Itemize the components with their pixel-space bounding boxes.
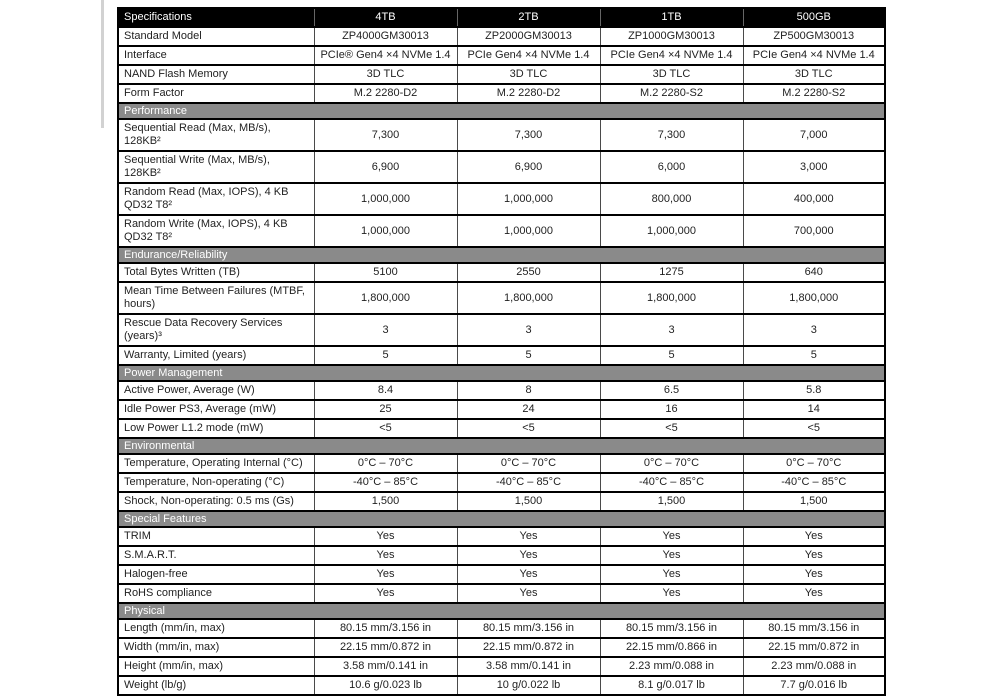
cell-value: 1,000,000 <box>314 183 457 215</box>
section-header: Special Features <box>118 511 885 527</box>
cell-value: 24 <box>457 400 600 419</box>
cell-value: 3D TLC <box>457 65 600 84</box>
table-row <box>118 619 885 638</box>
cell-value: 5.8 <box>743 381 885 400</box>
table-row <box>118 676 885 695</box>
table-row <box>118 584 885 603</box>
cell-value: 3 <box>314 314 457 346</box>
section-row <box>118 511 885 527</box>
row-label: Random Write (Max, IOPS), 4 KB QD32 T8² <box>118 215 314 247</box>
table-row <box>118 400 885 419</box>
table-row <box>118 119 885 151</box>
cell-value: 6,000 <box>600 151 743 183</box>
cell-value: 3D TLC <box>600 65 743 84</box>
cell-value: 3D TLC <box>314 65 457 84</box>
table-row <box>118 492 885 511</box>
cell-value: 80.15 mm/3.156 in <box>457 619 600 638</box>
cell-value: 5 <box>743 346 885 365</box>
cell-value: PCIe Gen4 ×4 NVMe 1.4 <box>457 46 600 65</box>
cell-value: Yes <box>314 527 457 546</box>
row-label: Mean Time Between Failures (MTBF, hours) <box>118 282 314 314</box>
cell-value: 3 <box>600 314 743 346</box>
table-row <box>118 527 885 546</box>
cell-value: 14 <box>743 400 885 419</box>
cell-value: 22.15 mm/0.866 in <box>600 638 743 657</box>
cell-value: 3,000 <box>743 151 885 183</box>
cell-value: 1,800,000 <box>600 282 743 314</box>
row-label: Active Power, Average (W) <box>118 381 314 400</box>
cell-value: Yes <box>457 584 600 603</box>
cell-value: M.2 2280-S2 <box>743 84 885 103</box>
cell-value: <5 <box>743 419 885 438</box>
row-label: Warranty, Limited (years) <box>118 346 314 365</box>
table-row <box>118 151 885 183</box>
table-row <box>118 638 885 657</box>
table-row <box>118 84 885 103</box>
cell-value: 2550 <box>457 263 600 282</box>
table-row <box>118 27 885 46</box>
section-row <box>118 603 885 619</box>
cell-value: 1,800,000 <box>314 282 457 314</box>
cell-value: -40°C – 85°C <box>600 473 743 492</box>
table-row <box>118 657 885 676</box>
cell-value: 5 <box>600 346 743 365</box>
cell-value: Yes <box>314 584 457 603</box>
cell-value: 80.15 mm/3.156 in <box>314 619 457 638</box>
cell-value: 7.7 g/0.016 lb <box>743 676 885 695</box>
column-header-specifications: Specifications <box>118 8 314 27</box>
row-label: Width (mm/in, max) <box>118 638 314 657</box>
cell-value: 5100 <box>314 263 457 282</box>
cell-value: Yes <box>314 546 457 565</box>
cell-value: M.2 2280-D2 <box>457 84 600 103</box>
cell-value: Yes <box>743 584 885 603</box>
cell-value: 25 <box>314 400 457 419</box>
cell-value: ZP1000GM30013 <box>600 27 743 46</box>
row-label: Halogen-free <box>118 565 314 584</box>
cell-value: 800,000 <box>600 183 743 215</box>
cell-value: <5 <box>600 419 743 438</box>
cell-value: 700,000 <box>743 215 885 247</box>
cell-value: 80.15 mm/3.156 in <box>600 619 743 638</box>
cell-value: <5 <box>457 419 600 438</box>
cell-value: -40°C – 85°C <box>314 473 457 492</box>
cell-value: 10 g/0.022 lb <box>457 676 600 695</box>
row-label: RoHS compliance <box>118 584 314 603</box>
cell-value: 3 <box>743 314 885 346</box>
table-row <box>118 381 885 400</box>
row-label: Total Bytes Written (TB) <box>118 263 314 282</box>
cell-value: 10.6 g/0.023 lb <box>314 676 457 695</box>
row-label: Random Read (Max, IOPS), 4 KB QD32 T8² <box>118 183 314 215</box>
cell-value: 6.5 <box>600 381 743 400</box>
spec-table-body <box>118 27 885 695</box>
cell-value: 3 <box>457 314 600 346</box>
cell-value: 7,000 <box>743 119 885 151</box>
cell-value: 0°C – 70°C <box>457 454 600 473</box>
row-label: S.M.A.R.T. <box>118 546 314 565</box>
cell-value: <5 <box>314 419 457 438</box>
cell-value: Yes <box>457 527 600 546</box>
cell-value: 0°C – 70°C <box>743 454 885 473</box>
row-label: Temperature, Non-operating (°C) <box>118 473 314 492</box>
table-row <box>118 565 885 584</box>
cell-value: 3.58 mm/0.141 in <box>457 657 600 676</box>
cell-value: 0°C – 70°C <box>600 454 743 473</box>
cell-value: 0°C – 70°C <box>314 454 457 473</box>
row-label: Sequential Write (Max, MB/s), 128KB² <box>118 151 314 183</box>
cell-value: 16 <box>600 400 743 419</box>
cell-value: 22.15 mm/0.872 in <box>457 638 600 657</box>
cell-value: -40°C – 85°C <box>743 473 885 492</box>
cell-value: 1,000,000 <box>314 215 457 247</box>
table-row <box>118 546 885 565</box>
cell-value: Yes <box>743 546 885 565</box>
cell-value: 1,000,000 <box>457 183 600 215</box>
cell-value: 8.4 <box>314 381 457 400</box>
section-header: Environmental <box>118 438 885 454</box>
cell-value: 5 <box>457 346 600 365</box>
table-row <box>118 473 885 492</box>
cell-value: 6,900 <box>314 151 457 183</box>
table-row <box>118 282 885 314</box>
cell-value: 8 <box>457 381 600 400</box>
column-header-500gb: 500GB <box>743 8 885 27</box>
cell-value: M.2 2280-S2 <box>600 84 743 103</box>
cell-value: M.2 2280-D2 <box>314 84 457 103</box>
cell-value: PCIe Gen4 ×4 NVMe 1.4 <box>743 46 885 65</box>
cell-value: 640 <box>743 263 885 282</box>
cell-value: 2.23 mm/0.088 in <box>743 657 885 676</box>
spec-table <box>117 7 886 696</box>
cell-value: ZP2000GM30013 <box>457 27 600 46</box>
cell-value: 7,300 <box>600 119 743 151</box>
cell-value: 1,500 <box>457 492 600 511</box>
row-label: Height (mm/in, max) <box>118 657 314 676</box>
section-header: Performance <box>118 103 885 119</box>
column-header-2tb: 2TB <box>457 8 600 27</box>
row-label: Shock, Non-operating: 0.5 ms (Gs) <box>118 492 314 511</box>
table-row <box>118 46 885 65</box>
cell-value: 1275 <box>600 263 743 282</box>
cell-value: 400,000 <box>743 183 885 215</box>
cell-value: 1,000,000 <box>457 215 600 247</box>
cell-value: 1,500 <box>314 492 457 511</box>
row-label: TRIM <box>118 527 314 546</box>
section-row <box>118 438 885 454</box>
cell-value: 8.1 g/0.017 lb <box>600 676 743 695</box>
page-edge-line <box>101 0 104 128</box>
cell-value: 22.15 mm/0.872 in <box>743 638 885 657</box>
cell-value: 7,300 <box>314 119 457 151</box>
cell-value: Yes <box>743 527 885 546</box>
row-label: Weight (lb/g) <box>118 676 314 695</box>
cell-value: Yes <box>600 584 743 603</box>
row-label: Idle Power PS3, Average (mW) <box>118 400 314 419</box>
cell-value: PCIe Gen4 ×4 NVMe 1.4 <box>600 46 743 65</box>
cell-value: Yes <box>743 565 885 584</box>
cell-value: 1,500 <box>600 492 743 511</box>
cell-value: Yes <box>600 565 743 584</box>
cell-value: ZP4000GM30013 <box>314 27 457 46</box>
cell-value: 5 <box>314 346 457 365</box>
section-header: Physical <box>118 603 885 619</box>
section-header: Endurance/Reliability <box>118 247 885 263</box>
cell-value: Yes <box>600 527 743 546</box>
table-row <box>118 346 885 365</box>
cell-value: 2.23 mm/0.088 in <box>600 657 743 676</box>
row-label: Interface <box>118 46 314 65</box>
section-row <box>118 247 885 263</box>
row-label: Low Power L1.2 mode (mW) <box>118 419 314 438</box>
cell-value: 80.15 mm/3.156 in <box>743 619 885 638</box>
table-row <box>118 454 885 473</box>
cell-value: Yes <box>314 565 457 584</box>
cell-value: -40°C – 85°C <box>457 473 600 492</box>
cell-value: 1,800,000 <box>743 282 885 314</box>
cell-value: Yes <box>600 546 743 565</box>
cell-value: ZP500GM30013 <box>743 27 885 46</box>
cell-value: 3D TLC <box>743 65 885 84</box>
table-row <box>118 263 885 282</box>
cell-value: Yes <box>457 565 600 584</box>
table-row <box>118 419 885 438</box>
column-header-1tb: 1TB <box>600 8 743 27</box>
section-row <box>118 365 885 381</box>
cell-value: PCIe® Gen4 ×4 NVMe 1.4 <box>314 46 457 65</box>
cell-value: Yes <box>457 546 600 565</box>
row-label: Form Factor <box>118 84 314 103</box>
cell-value: 1,500 <box>743 492 885 511</box>
row-label: Standard Model <box>118 27 314 46</box>
cell-value: 3.58 mm/0.141 in <box>314 657 457 676</box>
cell-value: 7,300 <box>457 119 600 151</box>
table-row <box>118 314 885 346</box>
cell-value: 1,000,000 <box>600 215 743 247</box>
row-label: Sequential Read (Max, MB/s), 128KB² <box>118 119 314 151</box>
table-row <box>118 65 885 84</box>
column-header-4tb: 4TB <box>314 8 457 27</box>
cell-value: 22.15 mm/0.872 in <box>314 638 457 657</box>
cell-value: 1,800,000 <box>457 282 600 314</box>
table-row <box>118 183 885 215</box>
row-label: Temperature, Operating Internal (°C) <box>118 454 314 473</box>
row-label: Length (mm/in, max) <box>118 619 314 638</box>
cell-value: 6,900 <box>457 151 600 183</box>
row-label: Rescue Data Recovery Services (years)³ <box>118 314 314 346</box>
table-row <box>118 215 885 247</box>
table-header-row <box>118 8 885 27</box>
section-header: Power Management <box>118 365 885 381</box>
row-label: NAND Flash Memory <box>118 65 314 84</box>
section-row <box>118 103 885 119</box>
